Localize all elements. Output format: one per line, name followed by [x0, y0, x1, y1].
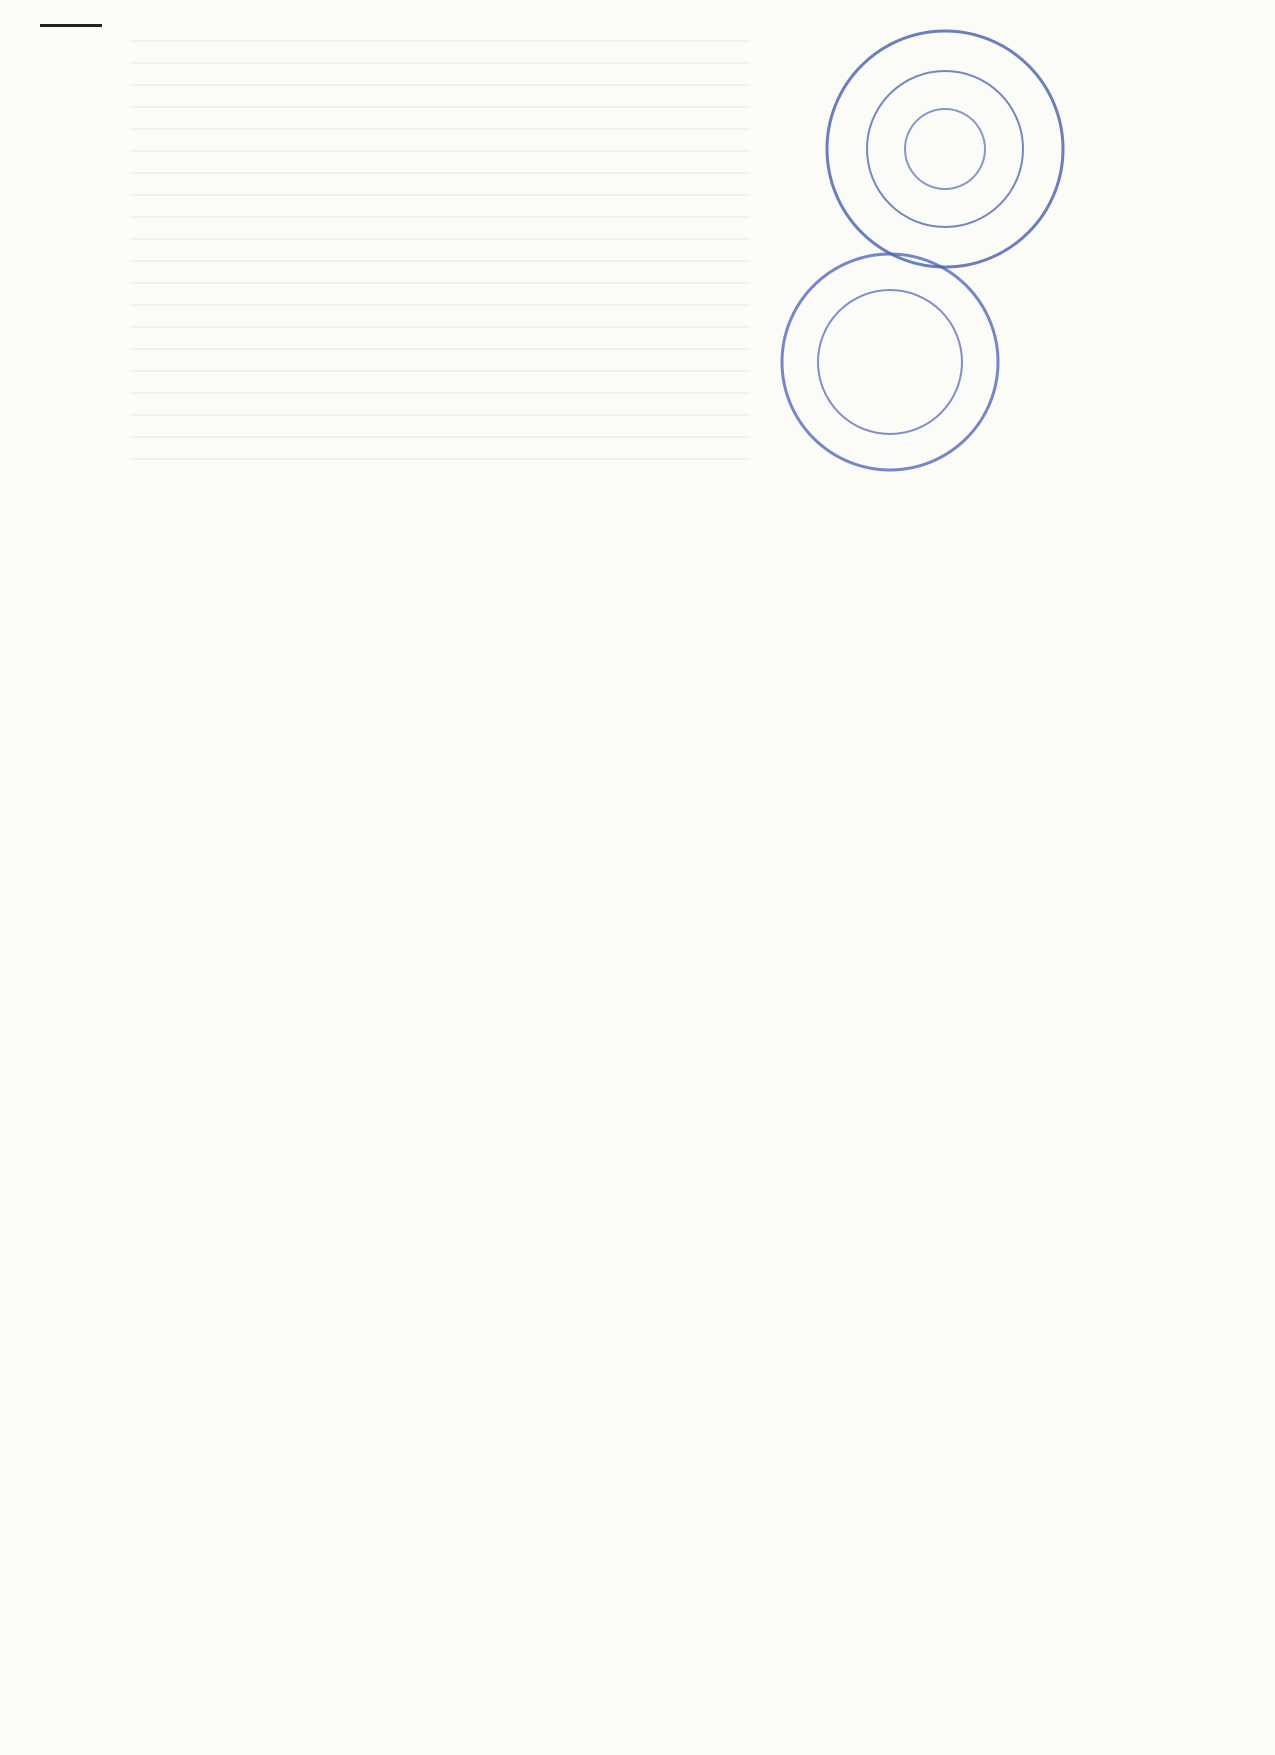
committee-seal — [820, 24, 1070, 274]
bleed-through-text — [130, 40, 750, 460]
scan-corner-mark — [40, 24, 102, 27]
association-seal — [776, 248, 1004, 476]
